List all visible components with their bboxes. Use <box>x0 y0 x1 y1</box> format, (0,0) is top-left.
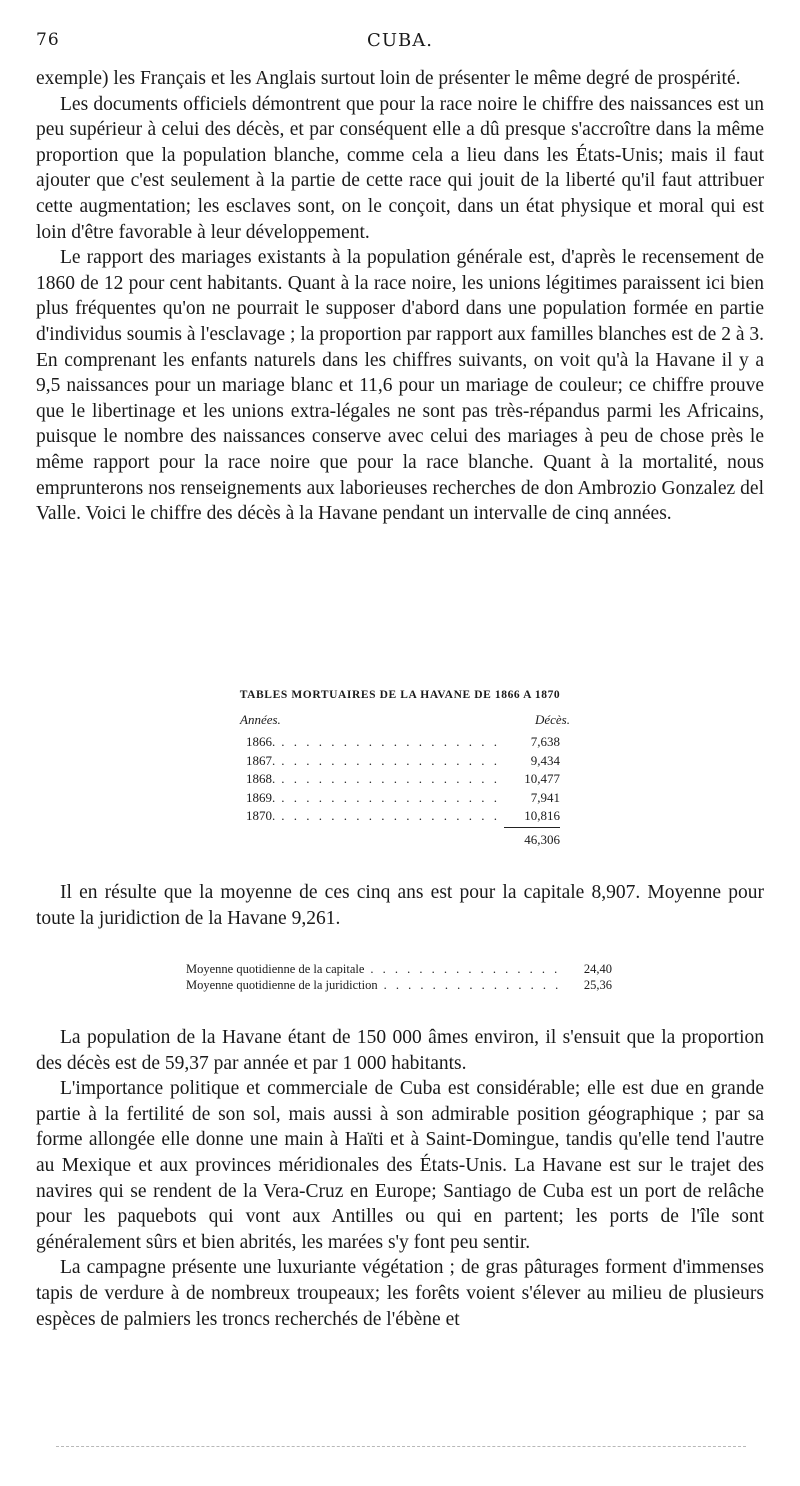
column-header-years: Années. <box>240 712 281 727</box>
mortality-table <box>190 689 610 848</box>
paragraph: Il en résulte que la moyenne de ces cinq ans est pour la capitale 8,907. Moyenne pour toute la juridiction de la Havane 9,261. <box>36 882 764 929</box>
row-deaths: 7,941 <box>530 789 560 805</box>
row-year: 1866. <box>246 734 276 749</box>
leader-dots <box>384 978 560 993</box>
table-row <box>246 753 560 772</box>
row-year: 1867. <box>246 752 276 768</box>
table-row <box>246 771 560 790</box>
leader-dots <box>281 790 498 806</box>
row-deaths: 10,477 <box>524 771 560 786</box>
column-header-deaths: Décès. <box>534 712 570 727</box>
paragraph: L'importance politique et commerciale de Cuba est considérable; elle est due en grande partie à la fertilité de son sol, mais aussi à son admirable position géographique ; par sa forme allongée elle donne une main à Haïti et à Saint-Domingue, tandis qu'elle tend l'autre au Mexique et aux provinces méridionales des États-Unis. La Havane est sur le trajet des navires qui se rendent de la Vera-Cruz en Europe; Santiago de Cuba est un port de relâche pour les paquebots qui vont aux Antilles ou qui en partent; les ports de l'île sont généralement sûrs et bien abrités, les marées s'y font peu sentir. <box>36 1078 764 1253</box>
row-year: 1870. <box>246 808 276 823</box>
table-title: TABLES MORTUAIRES DE LA HAVANE DE 1866 A 1870 <box>239 689 561 701</box>
text-block-top <box>36 66 764 527</box>
table-row <box>246 808 560 827</box>
paragraph: Les documents officiels démontrent que pour la race noire le chiffre des naissances est un peu supérieur à celui des décès, et par conséquent elle a dû presque s'accroître dans la même proportion que la population blanche, comme cela a lieu dans les États-Unis; mais il faut ajouter que c'est seulement à la partie de cette race qui jouit de la liberté qu'il faut attribuer cette augmentation; les esclaves sont, on le conçoit, dans un état physique et moral qui est loin d'être favorable à leur développement. <box>36 93 764 243</box>
average-label: Moyenne quotidienne de la capitale <box>186 962 365 976</box>
average-label: Moyenne quotidienne de la juridiction <box>186 978 378 992</box>
table-header-row <box>240 712 570 728</box>
text-block-middle <box>36 880 764 931</box>
running-title: CUBA. <box>367 30 433 51</box>
row-deaths: 9,434 <box>530 752 560 768</box>
paragraph: La campagne présente une luxuriante végétation ; de gras pâturages forment d'immenses tapis de verdure à de nombreux troupeaux; les forêts voient s'élever au milieu de plusieurs espèces de palmiers les troncs recherchés de l'ébène et <box>36 1257 764 1330</box>
paragraph: La population de la Havane étant de 150 000 âmes environ, il s'ensuit que la proportion des décès est de 59,37 par année et par 1 000 habitants. <box>36 1027 764 1074</box>
average-row <box>186 978 612 994</box>
table-row <box>246 734 560 753</box>
row-year: 1868. <box>246 771 276 786</box>
average-row <box>186 962 612 978</box>
paragraph: Le rapport des mariages existants à la population générale est, d'après le recensement de 1860 de 12 pour cent habitants. Quant à la race noire, les unions légitimes paraissent ici bien plus fréquentes qu'on ne pourrait le supposer d'abord dans une population formée en partie d'individus soumis à l'esclavage ; la proportion par rapport aux familles blanches est de 2 à 3. En comprenant les enfants naturels dans les chiffres suivants, on voit qu'à la Havane il y a 9,5 naissances pour un mariage blanc et 11,6 pour un mariage de couleur; ce chiffre prouve que le libertinage et les unions extra-légales ne sont pas très-répandus parmi les Africains, puisque le nombre des naissances conserve avec celui des mariages à peu de chose près le même rapport pour la race noire que pour la race blanche. Quant à la mortalité, nous emprunterons nos renseignements aux laborieuses recherches de don Ambrozio Gonzalez del Valle. Voici le chiffre des décès à la Havane pendant un intervalle de cinq années. <box>36 247 764 525</box>
footer-rule <box>56 1446 746 1447</box>
leader-dots <box>281 808 498 824</box>
text-block-bottom <box>36 1025 764 1332</box>
table-row <box>246 790 560 809</box>
leader-dots <box>281 753 498 769</box>
row-deaths: 10,816 <box>524 808 560 823</box>
page-number: 76 <box>36 30 60 50</box>
average-value: 25,36 <box>583 978 612 992</box>
row-year: 1869. <box>246 789 276 805</box>
leader-dots <box>281 734 498 750</box>
leader-dots <box>281 771 498 787</box>
paragraph: exemple) les Français et les Anglais surtout loin de présenter le même degré de prospérité. <box>36 68 741 89</box>
page-header <box>36 30 764 56</box>
table-total: 46,306 <box>504 827 560 848</box>
average-value: 24,40 <box>583 962 612 976</box>
daily-averages <box>186 962 612 994</box>
leader-dots <box>370 962 560 977</box>
row-deaths: 7,638 <box>530 734 560 749</box>
